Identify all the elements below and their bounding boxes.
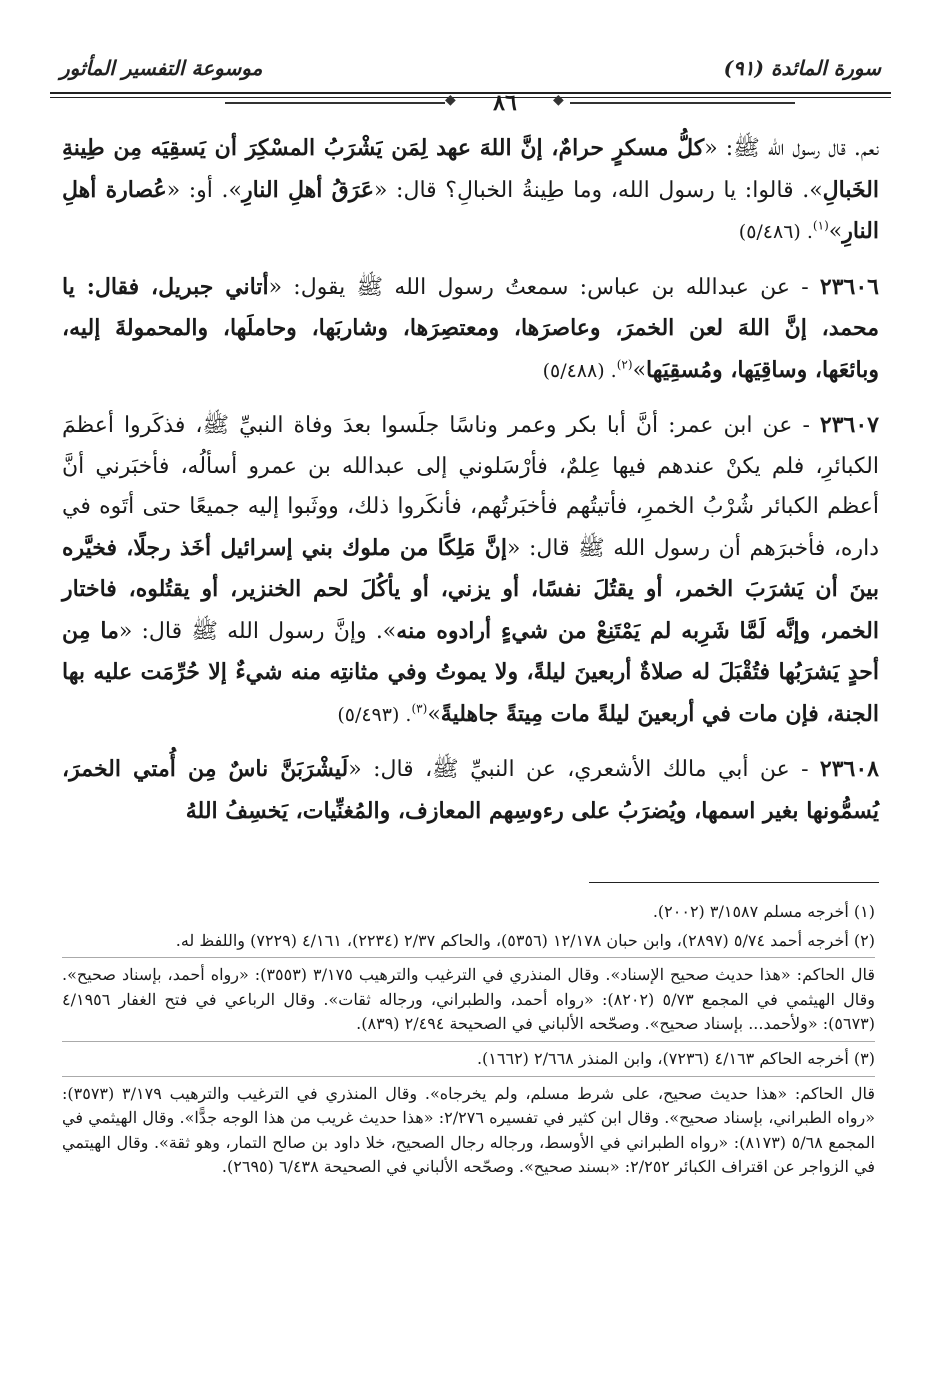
hadith-text: لَيشْرَبَنَّ ناسٌ مِن أُمتي الخمرَ، يُسمُّونها بغير اسمها، ويُضرَبُ على رءوسِهم المعازف، والمُغنِّيات، يَخسِفُ اللهُ xyxy=(62,756,879,824)
text-run: - عن أبي مالك الأشعري، عن النبيِّ ﷺ، قال: « xyxy=(348,757,820,782)
footnote-separator xyxy=(589,882,879,883)
footnote-2-commentary: قال الحاكم: «هذا حديث صحيح الإسناد». وقال المنذري في الترغيب والترهيب ٣/١٧٥ (٣٥٥٣): «رواه أحمد، بإسناد صحيح». وقال الهيثمي في المجمع ٥/٧٣ (٨٢٠٢): «رواه أحمد، والطبراني، ورجاله ثقات». وقال الرباعي في فتح الغفار ٤/١٩٥٦ (٥٦٧٣): «ولأحمد... بإسناد صحيح». وصحّحه الألباني في الصحيحة ٢/٤٩٤ (٨٣٩). xyxy=(62,965,876,1034)
page-number-ornament xyxy=(50,92,891,114)
text-run: - عن عبدالله بن عباس: سمعتُ رسول الله ﷺ يقول: « xyxy=(268,274,820,300)
text-run: ». وإنَّ رسول الله ﷺ قال: « xyxy=(118,618,397,644)
hadith-text: إنَّ مَلِكًا من ملوك بني إسرائيل أخَذ رجلًا، فخيَّره بينَ أن يَشرَبَ الخمر، أو يقتُلَ نفسًا، أو يزني، أو يأكُلَ لحم الخنزير، أو يقتُلوه، فاختار الخمر، وإنَّه لَمَّا شَرِبه لم يَمْتَنِعْ من شيءٍ أرادوه منه xyxy=(62,534,879,644)
page-number: ٨٦ xyxy=(493,90,517,116)
hadith-text: عَرَقُ أهلِ النارِ xyxy=(241,176,374,203)
text-run: - عن ابن عمر: أنَّ أبا بكر وعمر وناسًا جلَسوا بعدَ وفاة النبيِّ ﷺ، فذكَروا أعظمَ الكبائرِ، فلم يكنْ عندهم فيها عِلمٌ، فأرْسَلوني إلى عبدالله بن عمرو أسألُه، فأخبَرني أنَّ أعظم الكبائر شُرْبُ الخمرِ، فأتيتُهم فأخبَرتُهم، فأنكَروا ذلك، ووثَبوا إليه جميعًا حتى أتَوه في داره، فأخبرَهم أن رسول الله ﷺ قال: « xyxy=(62,413,879,561)
text-run: » xyxy=(427,701,441,727)
running-header xyxy=(50,48,891,88)
entry-number: ٢٣٦٠٧ xyxy=(819,412,879,438)
hadith-text: أتاني جبريل، فقال: يا محمد، إنَّ اللهَ لعن الخمرَ، وعاصرَها، ومعتصِرَها، وشاربَها، وحاملَها، والمحمولةَ إليه، وبائعَها، وساقِيَها، ومُسقِيَها xyxy=(62,273,879,383)
footnote-2: (٢) أخرجه أحمد ٥/٧٤ (٢٨٩٧)، وابن حبان ١٢/١٧٨ (٥٣٥٦)، والحاكم ٢/٣٧ (٢٢٣٤)، ٤/١٦١ (٧٢٢٩) واللفظ له. xyxy=(175,930,875,950)
footnote-divider xyxy=(62,1076,875,1077)
volume-page-ref: . (٥/٤٨٨) xyxy=(542,359,617,382)
footnote-divider xyxy=(62,1041,875,1042)
text-run: » xyxy=(632,357,647,383)
footnote-marker: (٣) xyxy=(411,701,428,716)
book-title: موسوعة التفسير المأثور xyxy=(60,56,263,80)
text-run: ». قالوا: يا رسول الله، وما طِينةُ الخبالِ؟ قال: « xyxy=(374,177,823,203)
entry-23606 xyxy=(62,267,879,392)
hadith-text: ما مِن أحدٍ يَشرَبُها فتُقْبَلَ له صلاةٌ أربعينَ ليلةً، ولا يموتُ وفي مثانتِه منه شيءٌ إلا حُرِّمَت عليه بها الجنة، فإن مات في أربعينَ ليلةً مات مِيتةً جاهليةً xyxy=(62,617,879,727)
entry-number: ٢٣٦٠٦ xyxy=(819,273,879,300)
footnote-divider xyxy=(62,957,875,958)
volume-page-ref: . (٥/٤٩٣) xyxy=(337,703,412,726)
ornament-line-left xyxy=(225,102,445,104)
hadith-text: عُصارة أهلِ النارِ xyxy=(62,176,879,244)
text-run: ». أو: « xyxy=(166,177,242,203)
paragraph-continuation xyxy=(62,128,879,253)
hadith-text: كلُّ مسكرٍ حرامٌ، إنَّ اللهَ عهد لِمَن يَشْرَبُ المسْكِرَ أن يَسقِيَه مِن طِينةِ الخَبالِ xyxy=(62,135,879,203)
volume-page-ref: . (٥/٤٨٦) xyxy=(738,221,813,243)
text-run: نعم. قال رسول الله ﷺ: « xyxy=(704,136,880,161)
ornament-diamond-icon: ◆ xyxy=(553,92,564,108)
footnote-1: (١) أخرجه مسلم ٣/١٥٨٧ (٢٠٠٢). xyxy=(652,902,875,921)
entry-number: ٢٣٦٠٨ xyxy=(819,756,879,782)
entry-23608 xyxy=(62,749,879,832)
main-text xyxy=(62,128,879,846)
surah-title: سورة المائدة (٩١) xyxy=(723,56,881,80)
footnote-marker: (٢) xyxy=(616,357,633,372)
footnote-3-commentary: قال الحاكم: «هذا حديث صحيح، على شرط مسلم، ولم يخرجاه». وقال المنذري في الترغيب والترهيب ٣/١٧٩ (٣٥٧٣): «رواه الطبراني، بإسناد صحيح». وقال ابن كثير في تفسيره ٢/٢٧٦: «هذا حديث غريب من هذا الوجه جدًّا». وقال الهيثمي في المجمع ٥/٦٨ (٨١٧٣): «رواه الطبراني في الأوسط، ورجاله رجال الصحيح، خلا داود بن صالح التمار، وهو ثقة». وقال الهيتمي في الزواجر عن اقتراف الكبائر ٢/٢٥٢: «بسند صحيح». وصحّحه الألباني في الصحيحة ٦/٤٣٨ (٢٦٩٥). xyxy=(62,1083,876,1177)
footnote-marker: (١) xyxy=(812,218,829,233)
text-run: » xyxy=(828,219,843,244)
entry-23607 xyxy=(62,405,879,735)
ornament-diamond-icon: ◆ xyxy=(445,92,456,108)
footnote-3: (٣) أخرجه الحاكم ٤/١٦٣ (٧٢٣٦)، وابن المنذر ٢/٦٦٨ (١٦٦٢). xyxy=(476,1048,875,1068)
ornament-line-right xyxy=(570,102,795,104)
footnotes xyxy=(62,900,875,1184)
